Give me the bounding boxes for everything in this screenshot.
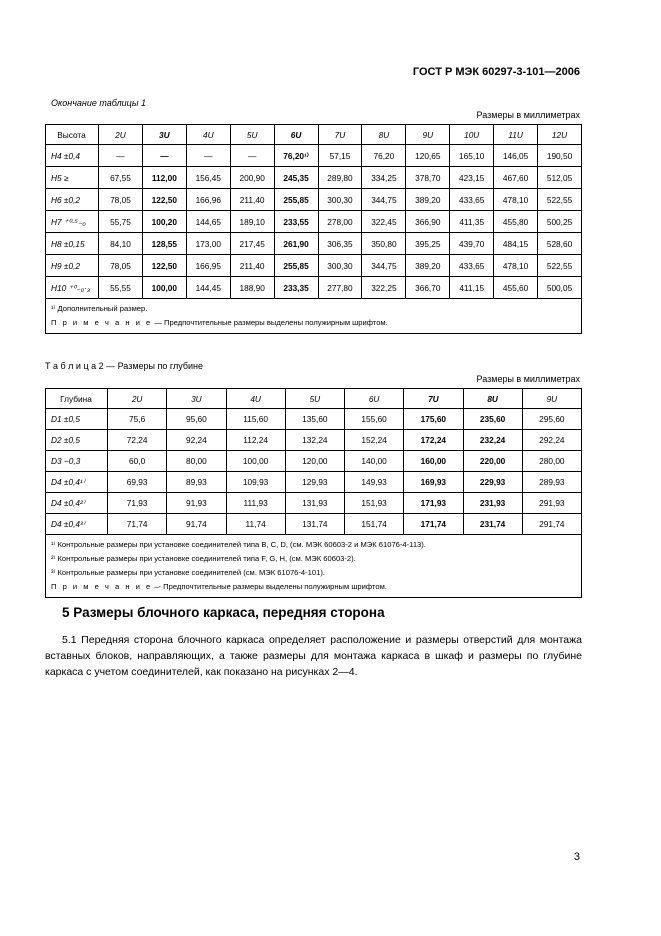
table-cell: 84,10: [99, 233, 143, 255]
table-cell: 261,90: [274, 233, 318, 255]
section-paragraph: 5.1 Передняя сторона блочного каркаса определяет расположение и размеры отверстий для монтажа вставных блоков, направляющих, а также размеры для монтажа каркаса в шкаф и размеры по глубине каркаса с учетом соединителей, как показано на рисунках 2—4.: [45, 634, 582, 678]
table-cell: 11,74: [226, 514, 285, 535]
table1-column-header: 2U: [99, 125, 143, 145]
table-cell: 135,60: [285, 409, 344, 430]
table1-column-header: 6U: [274, 125, 318, 145]
table2-column-header: 8U: [463, 389, 522, 409]
table-cell: 129,93: [285, 472, 344, 493]
table-cell: 334,25: [362, 167, 406, 189]
table-cell: 76,20¹⁾: [274, 145, 318, 167]
table-cell: 111,93: [226, 493, 285, 514]
table2-column-header: 9U: [522, 389, 581, 409]
table-cell: 171,93: [404, 493, 463, 514]
row-label: H8 ±0,15: [46, 233, 99, 255]
table-cell: 231,74: [463, 514, 522, 535]
table-cell: 433,65: [450, 189, 494, 211]
table-cell: 132,24: [285, 430, 344, 451]
table-cell: 109,93: [226, 472, 285, 493]
table-cell: 112,00: [142, 167, 186, 189]
table-cell: 245,35: [274, 167, 318, 189]
table-cell: 128,55: [142, 233, 186, 255]
table1-column-header: 7U: [318, 125, 362, 145]
table-cell: —: [186, 145, 230, 167]
row-label: H5 ≥: [46, 167, 99, 189]
table-row: [46, 233, 582, 255]
table-row: [46, 514, 582, 535]
table-cell: 131,93: [285, 493, 344, 514]
table2-footer: [46, 535, 582, 598]
table-cell: 500,05: [538, 277, 582, 299]
table-cell: 122,50: [142, 189, 186, 211]
row-label: D2 ±0,5: [46, 430, 108, 451]
table-cell: 455,80: [494, 211, 538, 233]
table-cell: 411,35: [450, 211, 494, 233]
table-cell: 165,10: [450, 145, 494, 167]
table-cell: 211,40: [230, 189, 274, 211]
table-cell: 175,60: [404, 409, 463, 430]
table-cell: 322,45: [362, 211, 406, 233]
table-cell: —: [142, 145, 186, 167]
table2-footnote: ¹⁾ Контрольные размеры при установке соединителей типа B, C, D, (см. МЭК 60603-2 и МЭК 61076-4-113).: [51, 540, 426, 549]
table-cell: 512,05: [538, 167, 582, 189]
table-cell: 100,20: [142, 211, 186, 233]
row-label: H9 ±0,2: [46, 255, 99, 277]
table2: [45, 388, 582, 598]
table1-footer: [46, 299, 582, 334]
table-cell: 322,25: [362, 277, 406, 299]
table-cell: 231,93: [463, 493, 522, 514]
table-row: [46, 277, 582, 299]
table1: [45, 124, 582, 334]
table-row: [46, 493, 582, 514]
table-cell: 100,00: [226, 451, 285, 472]
table-cell: 467,60: [494, 167, 538, 189]
table-cell: 92,24: [167, 430, 226, 451]
table-cell: 57,15: [318, 145, 362, 167]
row-label: H4 ±0,4: [46, 145, 99, 167]
table-cell: 89,93: [167, 472, 226, 493]
table-cell: 478,10: [494, 189, 538, 211]
table-cell: 151,74: [345, 514, 404, 535]
table1-note: П р и м е ч а н и е — Предпочтительные размеры выделены полужирным шрифтом.: [51, 318, 388, 327]
page-number: 3: [573, 851, 580, 863]
table-cell: 91,93: [167, 493, 226, 514]
table-cell: 80,00: [167, 451, 226, 472]
table1-column-header: 4U: [186, 125, 230, 145]
table2-column-header: 6U: [345, 389, 404, 409]
table-cell: 522,55: [538, 189, 582, 211]
table2-column-header: 4U: [226, 389, 285, 409]
table-cell: 131,74: [285, 514, 344, 535]
table-cell: 72,24: [108, 430, 167, 451]
table-cell: 156,45: [186, 167, 230, 189]
table2-note: П р и м е ч а н и е –- Предпочтительные размеры выделены полужирным шрифтом.: [51, 582, 387, 591]
table-row: [46, 167, 582, 189]
table-cell: 439,70: [450, 233, 494, 255]
table-cell: 149,93: [345, 472, 404, 493]
row-label: H7 ⁺⁰·⁵₋₀: [46, 211, 99, 233]
table-cell: 100,00: [142, 277, 186, 299]
table-cell: 300,30: [318, 189, 362, 211]
table-cell: 95,60: [167, 409, 226, 430]
table-cell: 344,75: [362, 189, 406, 211]
table1-caption: Окончание таблицы 1: [51, 98, 146, 108]
table-cell: 378,70: [406, 167, 450, 189]
table-cell: 115,60: [226, 409, 285, 430]
table-cell: 55,55: [99, 277, 143, 299]
table-cell: —: [99, 145, 143, 167]
table-cell: 229,93: [463, 472, 522, 493]
table2-column-header: 2U: [108, 389, 167, 409]
table1-column-header: 9U: [406, 125, 450, 145]
table-cell: 144,65: [186, 211, 230, 233]
table-cell: 140,00: [345, 451, 404, 472]
table-cell: 151,93: [345, 493, 404, 514]
table-cell: 484,15: [494, 233, 538, 255]
table-cell: 233,35: [274, 277, 318, 299]
row-label: D1 ±0,5: [46, 409, 108, 430]
table-cell: 189,10: [230, 211, 274, 233]
table-cell: 122,50: [142, 255, 186, 277]
table-cell: 423,15: [450, 167, 494, 189]
table-cell: 455,60: [494, 277, 538, 299]
section-heading: 5 Размеры блочного каркаса, передняя сторона: [62, 605, 385, 620]
table-cell: 255,85: [274, 255, 318, 277]
table1-column-header: 10U: [450, 125, 494, 145]
table2-footnote: ²⁾ Контрольные размеры при установке соединителей типа F, G, H, (см. МЭК 60603-2).: [51, 554, 356, 563]
table-cell: 295,60: [522, 409, 581, 430]
table-cell: 366,90: [406, 211, 450, 233]
row-label: H10 ⁺⁰₋₀·₃: [46, 277, 99, 299]
table-cell: 291,93: [522, 493, 581, 514]
table-cell: 366,70: [406, 277, 450, 299]
row-label: D4 ±0,4²⁾: [46, 493, 108, 514]
table-cell: 220,00: [463, 451, 522, 472]
table-cell: 173,00: [186, 233, 230, 255]
table2-footnote: ³⁾ Контрольные размеры при установке соединителей (см. МЭК 61076-4-101).: [51, 568, 325, 577]
table-cell: 76,20: [362, 145, 406, 167]
table-row: [46, 472, 582, 493]
table-cell: 211,40: [230, 255, 274, 277]
table-row: [46, 255, 582, 277]
table-row: [46, 409, 582, 430]
table-cell: 67,55: [99, 167, 143, 189]
row-label: D4 ±0,4¹⁾: [46, 472, 108, 493]
table-cell: 395,25: [406, 233, 450, 255]
table-cell: 152,24: [345, 430, 404, 451]
table-cell: 433,65: [450, 255, 494, 277]
table-cell: 166,96: [186, 189, 230, 211]
table-cell: 71,93: [108, 493, 167, 514]
table-cell: —: [230, 145, 274, 167]
table-cell: 300,30: [318, 255, 362, 277]
table-cell: 389,20: [406, 255, 450, 277]
table-cell: 411,15: [450, 277, 494, 299]
table-cell: 155,60: [345, 409, 404, 430]
table-cell: 60,0: [108, 451, 167, 472]
document-header: ГОСТ Р МЭК 60297-3-101—2006: [412, 66, 580, 78]
table-cell: 528,60: [538, 233, 582, 255]
table-cell: 75,6: [108, 409, 167, 430]
table-row: [46, 430, 582, 451]
table2-label-header: Глубина: [46, 389, 108, 409]
table-cell: 344,75: [362, 255, 406, 277]
table-cell: 278,00: [318, 211, 362, 233]
table-cell: 144,45: [186, 277, 230, 299]
table1-footnote: ¹⁾ Дополнительный размер.: [51, 304, 148, 313]
table-cell: 232,24: [463, 430, 522, 451]
table1-column-header: 8U: [362, 125, 406, 145]
row-label: D3 −0,3: [46, 451, 108, 472]
table-cell: 71,74: [108, 514, 167, 535]
table-cell: 280,00: [522, 451, 581, 472]
table-cell: 120,65: [406, 145, 450, 167]
table-cell: 78,05: [99, 255, 143, 277]
table-cell: 112,24: [226, 430, 285, 451]
table-cell: 306,35: [318, 233, 362, 255]
table-cell: 289,80: [318, 167, 362, 189]
table-cell: 478,10: [494, 255, 538, 277]
table1-units: Размеры в миллиметрах: [476, 110, 580, 120]
table-row: [46, 189, 582, 211]
table-cell: 78,05: [99, 189, 143, 211]
table-cell: 522,55: [538, 255, 582, 277]
table-cell: 291,74: [522, 514, 581, 535]
table-cell: 217,45: [230, 233, 274, 255]
table-cell: 289,93: [522, 472, 581, 493]
table-cell: 169,93: [404, 472, 463, 493]
row-label: H6 ±0,2: [46, 189, 99, 211]
table2-column-header: 5U: [285, 389, 344, 409]
table-cell: 69,93: [108, 472, 167, 493]
table-cell: 233,55: [274, 211, 318, 233]
table-cell: 146,05: [494, 145, 538, 167]
table-row: [46, 145, 582, 167]
table-cell: 277,80: [318, 277, 362, 299]
row-label: D4 ±0,4³⁾: [46, 514, 108, 535]
table-row: [46, 451, 582, 472]
table2-units: Размеры в миллиметрах: [476, 374, 580, 384]
table-cell: 120,00: [285, 451, 344, 472]
table1-header-row: [46, 125, 582, 145]
table-cell: 166,95: [186, 255, 230, 277]
table-cell: 292,24: [522, 430, 581, 451]
table-cell: 91,74: [167, 514, 226, 535]
table1-column-header: 11U: [494, 125, 538, 145]
table-cell: 350,80: [362, 233, 406, 255]
table1-column-header: 12U: [538, 125, 582, 145]
table-cell: 188,90: [230, 277, 274, 299]
table-row: [46, 211, 582, 233]
table-cell: 389,20: [406, 189, 450, 211]
table-cell: 200,90: [230, 167, 274, 189]
table2-column-header: 3U: [167, 389, 226, 409]
table1-column-header: 5U: [230, 125, 274, 145]
table-cell: 171,74: [404, 514, 463, 535]
table-cell: 255,85: [274, 189, 318, 211]
table1-label-header: Высота: [46, 125, 99, 145]
table2-column-header: 7U: [404, 389, 463, 409]
table-cell: 500,25: [538, 211, 582, 233]
table1-column-header: 3U: [142, 125, 186, 145]
table-cell: 235,60: [463, 409, 522, 430]
table2-caption: Т а б л и ц а 2 — Размеры по глубине: [45, 361, 203, 371]
table-cell: 172,24: [404, 430, 463, 451]
table-cell: 160,00: [404, 451, 463, 472]
table-cell: 55,75: [99, 211, 143, 233]
table2-header-row: [46, 389, 582, 409]
table-cell: 190,50: [538, 145, 582, 167]
